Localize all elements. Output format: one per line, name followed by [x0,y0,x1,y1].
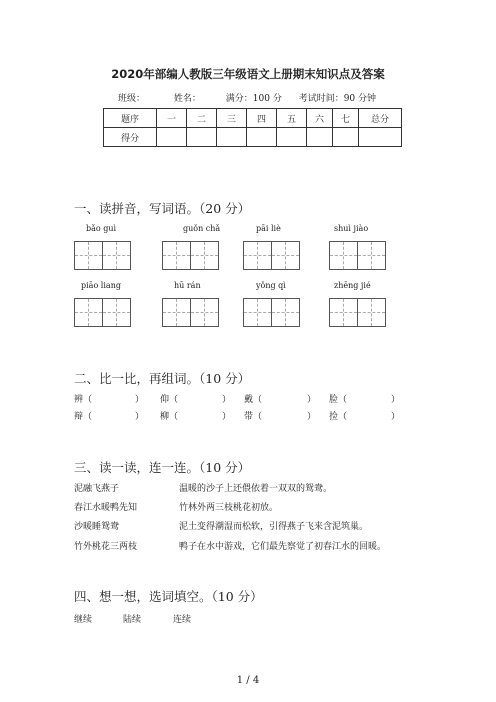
compare-blank[interactable]: ） [222,395,232,405]
score-input-cell[interactable] [247,128,277,147]
section-1-heading: 一、读拼音，写词语。（20 分） [74,201,251,216]
score-input-cell[interactable] [157,128,187,147]
pinyin-label: hū rán [174,281,201,290]
section-3-heading: 三、读一读，连一连。（10 分） [74,460,251,475]
compare-blank[interactable]: ） [222,412,232,422]
score-cell: 二 [187,109,217,128]
writing-grid[interactable] [243,298,300,327]
compare-blank[interactable]: ） [391,395,401,405]
score-cell: 得分 [104,128,157,147]
score-table [103,108,402,147]
class-label: 班级： [118,94,146,104]
score-table-header-row [104,109,402,128]
score-input-cell[interactable] [187,128,217,147]
meaning-line[interactable]: 泥土变得潮湿而松软，引得燕子飞来含泥筑巢。 [179,522,369,532]
compare-blank[interactable]: ） [135,395,145,405]
score-input-cell[interactable] [217,128,247,147]
compare-blank[interactable]: ） [135,412,145,422]
score-cell: 七 [333,109,359,128]
compare-blank[interactable]: ） [307,395,317,405]
score-table-score-row [104,128,402,147]
section-2-heading: 二、比一比，再组词。（10 分） [74,371,251,386]
pinyin-label: shuì jiào [334,224,369,233]
section-4-heading: 四、想一想，选词填空。（10 分） [74,589,263,604]
score-input-cell[interactable] [277,128,307,147]
score-cell: 六 [307,109,333,128]
compare-blank[interactable]: ） [307,412,317,422]
score-cell: 一 [157,109,187,128]
pinyin-label: zhēng jié [334,281,371,290]
word-choice: 陆续 [123,615,142,625]
score-cell: 三 [217,109,247,128]
pinyin-label: piāo liang [81,281,121,290]
compare-item: 柳（ [160,412,179,422]
writing-grid[interactable] [329,298,386,327]
compare-item: 捡（ [329,412,348,422]
writing-grid[interactable] [243,241,300,270]
page-number: 1 / 4 [236,675,260,686]
pinyin-label: pāi liè [256,224,281,233]
writing-grid[interactable] [162,298,219,327]
meaning-line[interactable]: 温暖的沙子上还偎依着一双双的鸳鸯。 [179,484,333,494]
word-choice: 连续 [173,615,192,625]
meaning-line[interactable]: 鸭子在水中游戏，它们最先察觉了初春江水的回暖。 [179,542,387,552]
score-cell: 五 [277,109,307,128]
compare-item: 带（ [244,412,263,422]
page-title: 2020年部编人教版三年级语文上册期末知识点及答案 [111,67,385,81]
compare-item: 戴（ [244,395,263,405]
score-cell: 题序 [104,109,157,128]
compare-item: 仰（ [160,395,179,405]
meaning-line[interactable]: 竹林外两三枝桃花初放。 [179,503,279,513]
full-score: 满分：100 分 [225,94,282,104]
pinyin-label: yǒng qì [256,281,286,290]
pinyin-label: bǎo guì [86,224,117,233]
name-label: 姓名： [173,94,201,104]
exam-info [118,91,376,104]
poem-line[interactable]: 泥融飞燕子 [74,484,120,494]
poem-line[interactable]: 沙暖睡鸳鸯 [74,522,120,532]
pinyin-label: guǒn chǎ [183,224,221,233]
score-cell: 总分 [359,109,402,128]
word-choice: 继续 [74,615,93,625]
compare-blank[interactable]: ） [391,412,401,422]
score-input-cell[interactable] [359,128,402,147]
writing-grid[interactable] [329,241,386,270]
score-cell: 四 [247,109,277,128]
poem-line[interactable]: 竹外桃花三两枝 [74,542,138,552]
score-input-cell[interactable] [307,128,333,147]
writing-grid[interactable] [162,241,219,270]
compare-item: 辩（ [74,412,93,422]
poem-line[interactable]: 春江水暖鸭先知 [74,503,138,513]
compare-item: 辨（ [74,395,93,405]
writing-grid[interactable] [74,241,131,270]
score-input-cell[interactable] [333,128,359,147]
compare-item: 脸（ [329,395,348,405]
exam-time: 考试时间：90 分钟 [298,94,377,104]
writing-grid[interactable] [74,298,131,327]
